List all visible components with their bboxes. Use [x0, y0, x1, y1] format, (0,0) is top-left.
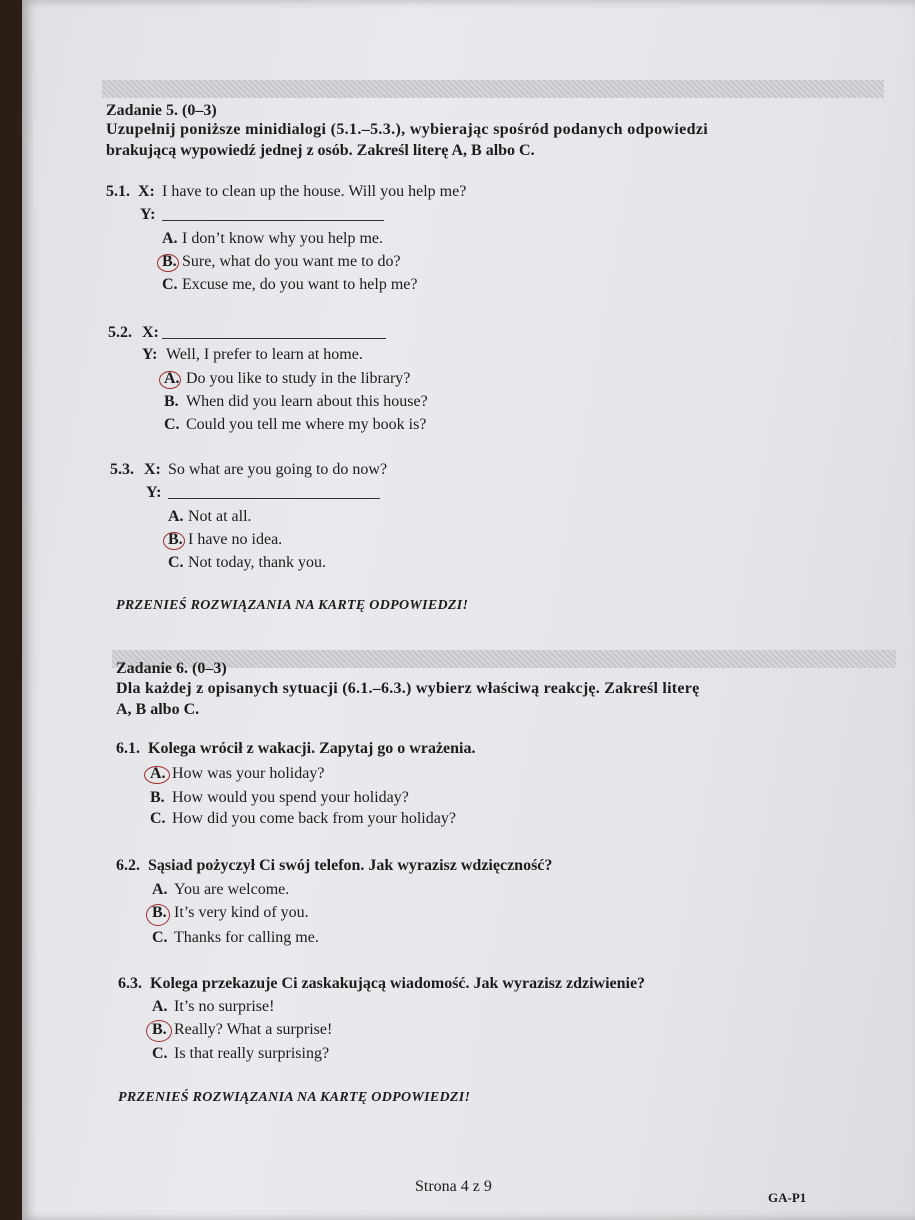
option-text: Not today, thank you.	[188, 554, 327, 571]
task6-title: Zadanie 6. (0–3)	[116, 660, 227, 677]
option-letter: C.	[150, 810, 166, 827]
option-text: It’s no surprise!	[174, 998, 275, 1015]
option-letter: B.	[152, 1021, 167, 1038]
option-text: Not at all.	[188, 508, 252, 525]
answer-circle-mark	[157, 254, 179, 272]
transfer-note: PRZENIEŚ ROZWIĄZANIA NA KARTĘ ODPOWIEDZI!	[116, 598, 469, 613]
answer-blank-line	[162, 338, 386, 339]
option-letter: A.	[150, 765, 166, 782]
task5-header-bar	[102, 80, 884, 98]
situation-text: Kolega wrócił z wakacji. Zapytaj go o wrażenia.	[148, 740, 476, 757]
page-number: Strona 4 z 9	[415, 1178, 492, 1195]
option-letter: C.	[152, 1045, 168, 1062]
option-text: How was your holiday?	[172, 765, 325, 782]
option-text: Excuse me, do you want to help me?	[182, 276, 418, 293]
task5-instruction-line1: Uzupełnij poniższe minidialogi (5.1.–5.3.), wybierając spośród podanych odpowiedzi	[106, 121, 709, 138]
speaker-label: Y:	[146, 484, 162, 501]
option-letter: C.	[168, 554, 184, 571]
option-letter: A.	[152, 881, 168, 898]
exam-page	[22, 0, 915, 1220]
option-letter: B.	[168, 531, 183, 548]
speaker-label: Y:	[142, 346, 158, 363]
task6-header-bar	[112, 650, 896, 668]
answer-circle-mark	[159, 371, 181, 389]
task5-title: Zadanie 5. (0–3)	[106, 102, 217, 119]
item-number: 5.3.	[110, 461, 134, 478]
option-text: How would you spend your holiday?	[172, 789, 409, 806]
option-text: I have no idea.	[188, 531, 283, 548]
situation-text: Sąsiad pożyczył Ci swój telefon. Jak wyrazisz wdzięczność?	[148, 857, 553, 874]
item-number: 5.2.	[108, 324, 132, 341]
speaker-label: X:	[142, 324, 159, 341]
option-letter: A.	[164, 370, 180, 387]
option-text: You are welcome.	[174, 881, 290, 898]
answer-circle-mark	[163, 532, 185, 550]
option-text: Sure, what do you want me to do?	[182, 253, 401, 270]
speaker-label: X:	[144, 461, 161, 478]
option-letter: B.	[164, 393, 179, 410]
transfer-note: PRZENIEŚ ROZWIĄZANIA NA KARTĘ ODPOWIEDZI!	[118, 1090, 471, 1105]
option-letter: A.	[152, 998, 168, 1015]
option-letter: C.	[152, 929, 168, 946]
option-text: Thanks for calling me.	[174, 929, 319, 946]
item-number: 6.3.	[118, 975, 142, 992]
option-text: How did you come back from your holiday?	[172, 810, 456, 827]
speaker-label: X:	[138, 183, 155, 200]
speaker-label: Y:	[140, 206, 156, 223]
item-number: 6.2.	[116, 857, 140, 874]
task6-instruction-line2: A, B albo C.	[116, 701, 200, 718]
answer-blank-line	[162, 220, 384, 221]
option-text: Really? What a surprise!	[174, 1021, 333, 1038]
option-letter: A.	[162, 230, 178, 247]
answer-circle-mark	[146, 1020, 172, 1042]
option-letter: B.	[162, 253, 177, 270]
option-letter: C.	[164, 416, 180, 433]
option-text: Is that really surprising?	[174, 1045, 330, 1062]
option-letter: B.	[150, 789, 165, 806]
option-text: I don’t know why you help me.	[182, 230, 384, 247]
option-letter: A.	[168, 508, 184, 525]
option-letter: B.	[152, 904, 167, 921]
dialogue-line: So what are you going to do now?	[168, 461, 388, 478]
option-letter: C.	[162, 276, 178, 293]
answer-circle-mark	[144, 766, 170, 784]
dialogue-line: Well, I prefer to learn at home.	[166, 346, 363, 363]
option-text: Do you like to study in the library?	[186, 370, 411, 387]
task5-instruction-line2: brakującą wypowiedź jednej z osób. Zakreśl literę A, B albo C.	[106, 142, 535, 159]
answer-blank-line	[168, 498, 380, 499]
answer-circle-mark	[146, 904, 170, 926]
dialogue-line: I have to clean up the house. Will you help me?	[162, 183, 467, 200]
item-number: 6.1.	[116, 740, 140, 757]
exam-code: GA-P1	[768, 1190, 807, 1205]
option-text: Could you tell me where my book is?	[186, 416, 427, 433]
situation-text: Kolega przekazuje Ci zaskakującą wiadomość. Jak wyrazisz zdziwienie?	[150, 975, 646, 992]
option-text: When did you learn about this house?	[186, 393, 428, 410]
task6-instruction-line1: Dla każdej z opisanych sytuacji (6.1.–6.3.) wybierz właściwą reakcję. Zakreśl literę	[116, 680, 700, 697]
option-text: It’s very kind of you.	[174, 904, 309, 921]
item-number: 5.1.	[106, 183, 130, 200]
